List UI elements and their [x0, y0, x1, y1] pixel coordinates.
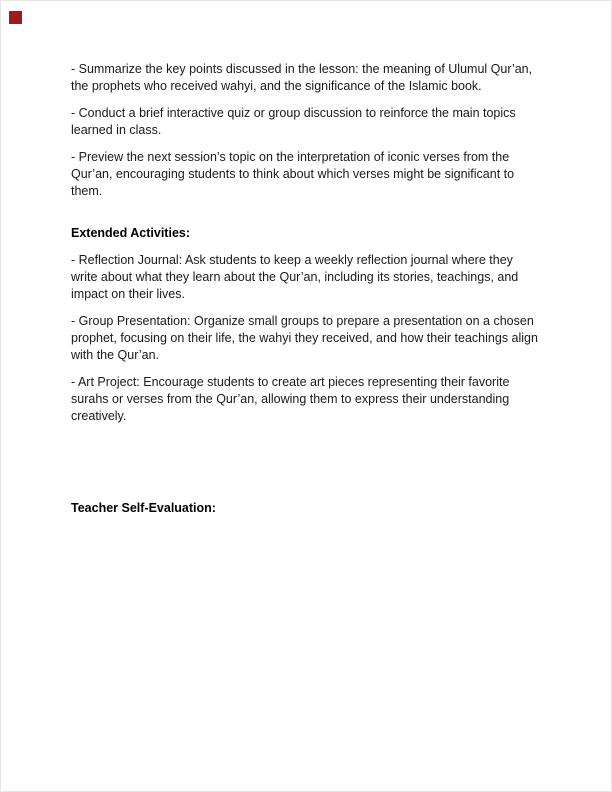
page-corner-marker	[9, 11, 22, 24]
paragraph-summarize-key-points: - Summarize the key points discussed in the lesson: the meaning of Ulumul Qur’an, the prophets who received wahyi, and the significance of the Islamic book.	[71, 62, 533, 93]
paragraph-reflection-journal: - Reflection Journal: Ask students to keep a weekly reflection journal where they write about what they learn about the Qur’an, including its stories, teachings, and impact on their lives.	[71, 253, 519, 301]
paragraph-art-project: - Art Project: Encourage students to create art pieces representing their favorite surahs or verses from the Qur’an, allowing them to express their understanding creatively.	[71, 375, 510, 423]
section-heading-teacher-self-evaluation: Teacher Self-Evaluation:	[71, 501, 216, 515]
document-body	[71, 61, 542, 527]
paragraph-preview-next-session: - Preview the next session’s topic on the interpretation of iconic verses from the Qur’an, encouraging students to think about which verses might be significant to them.	[71, 150, 515, 198]
section-heading-extended-activities: Extended Activities:	[71, 226, 191, 240]
paragraph-group-presentation: - Group Presentation: Organize small groups to prepare a presentation on a chosen prophet, focusing on their life, the wahyi they received, and how their teachings align with the Qur’an.	[71, 314, 538, 362]
paragraph-conduct-quiz: - Conduct a brief interactive quiz or group discussion to reinforce the main topics learned in class.	[71, 106, 516, 137]
